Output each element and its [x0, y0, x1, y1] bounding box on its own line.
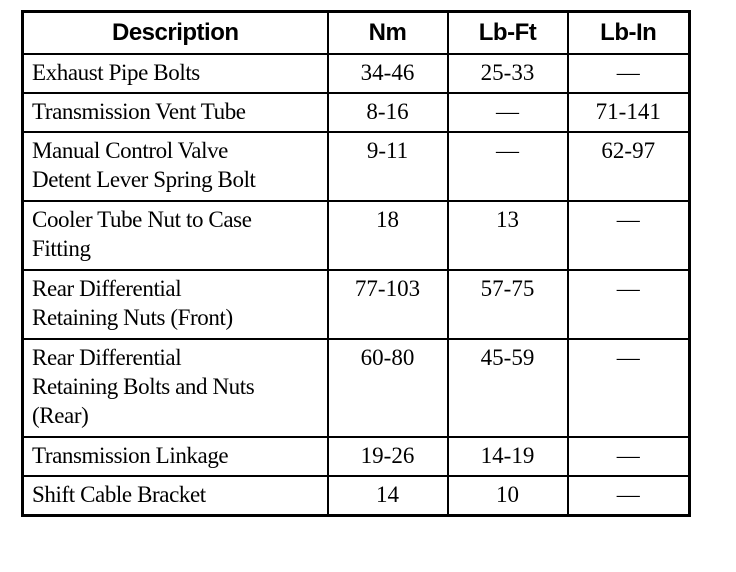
table-row [23, 132, 690, 201]
description-line: Transmission Vent Tube [32, 99, 246, 124]
header-row [23, 12, 690, 55]
description-cell [23, 54, 328, 93]
lb-in-cell: — [568, 54, 690, 93]
description-cell [23, 339, 328, 437]
description-line: Manual Control Valve [32, 138, 228, 163]
description-line: Retaining Bolts and Nuts [32, 374, 255, 399]
lb-in-cell: 62-97 [568, 132, 690, 201]
header-lb-in: Lb-In [568, 12, 690, 55]
header-lb-ft: Lb-Ft [448, 12, 568, 55]
lb-in-cell: — [568, 270, 690, 339]
nm-cell: 34-46 [328, 54, 448, 93]
lb-ft-cell: 13 [448, 201, 568, 270]
description-line: Rear Differential [32, 345, 182, 370]
lb-in-cell: — [568, 437, 690, 476]
description-cell [23, 437, 328, 476]
nm-cell: 9-11 [328, 132, 448, 201]
description-line: Fitting [32, 236, 91, 261]
nm-cell: 19-26 [328, 437, 448, 476]
nm-cell: 77-103 [328, 270, 448, 339]
table-row [23, 270, 690, 339]
description-line: Shift Cable Bracket [32, 482, 206, 507]
description-line: Transmission Linkage [32, 443, 229, 468]
lb-ft-cell: — [448, 93, 568, 132]
lb-ft-cell: 45-59 [448, 339, 568, 437]
table-row [23, 437, 690, 476]
table-row [23, 201, 690, 270]
table-row [23, 54, 690, 93]
lb-ft-cell: — [448, 132, 568, 201]
lb-in-cell: — [568, 201, 690, 270]
description-cell [23, 270, 328, 339]
lb-ft-cell: 14-19 [448, 437, 568, 476]
description-line: (Rear) [32, 403, 89, 428]
description-line: Detent Lever Spring Bolt [32, 167, 256, 192]
lb-ft-cell: 25-33 [448, 54, 568, 93]
table-row [23, 93, 690, 132]
lb-ft-cell: 57-75 [448, 270, 568, 339]
description-cell [23, 201, 328, 270]
nm-cell: 60-80 [328, 339, 448, 437]
nm-cell: 8-16 [328, 93, 448, 132]
lb-in-cell: — [568, 339, 690, 437]
description-cell [23, 476, 328, 516]
description-line: Cooler Tube Nut to Case [32, 207, 252, 232]
table-row [23, 476, 690, 516]
header-description: Description [23, 12, 328, 55]
table-row [23, 339, 690, 437]
description-line: Retaining Nuts (Front) [32, 305, 233, 330]
description-line: Rear Differential [32, 276, 182, 301]
description-cell [23, 132, 328, 201]
lb-in-cell: 71-141 [568, 93, 690, 132]
torque-spec-table [21, 10, 691, 517]
lb-in-cell: — [568, 476, 690, 516]
lb-ft-cell: 10 [448, 476, 568, 516]
header-nm: Nm [328, 12, 448, 55]
nm-cell: 18 [328, 201, 448, 270]
nm-cell: 14 [328, 476, 448, 516]
description-cell [23, 93, 328, 132]
description-line: Exhaust Pipe Bolts [32, 60, 200, 85]
